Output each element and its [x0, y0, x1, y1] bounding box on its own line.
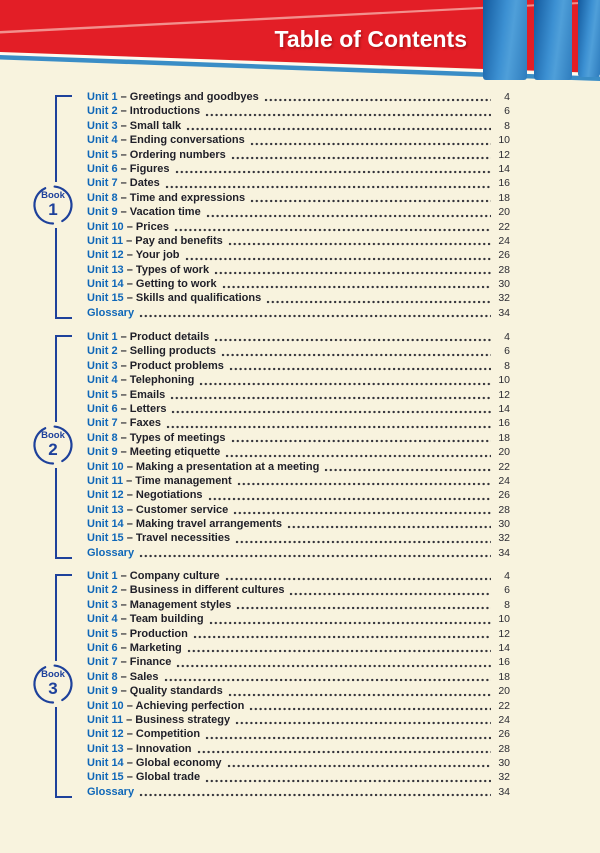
unit-label: Unit 10	[87, 460, 124, 473]
dot-leader	[225, 454, 491, 458]
unit-label: Unit 7	[87, 177, 118, 190]
unit-title: – Letters	[117, 402, 167, 415]
unit-label: Unit 11	[87, 474, 124, 487]
toc-row	[87, 374, 510, 388]
dot-leader	[165, 185, 491, 189]
badge-book-number: 3	[48, 679, 58, 698]
toc-row	[87, 584, 510, 598]
dot-leader	[197, 750, 491, 754]
page-number: 24	[498, 234, 510, 247]
toc-row	[87, 656, 510, 670]
unit-label: Unit 8	[87, 191, 118, 204]
unit-title: – Your job	[123, 249, 180, 262]
toc-row	[87, 532, 510, 546]
page-number: 6	[504, 105, 510, 118]
book-bracket-1	[41, 95, 65, 319]
unit-title: – Greetings and goodbyes	[117, 91, 259, 103]
unit-label: Unit 3	[87, 359, 118, 372]
toc-row	[87, 120, 510, 134]
dot-leader	[186, 127, 491, 131]
unit-label: Unit 9	[87, 685, 118, 698]
bracket-tick	[55, 335, 72, 337]
page-number: 12	[498, 388, 510, 401]
dot-leader	[214, 271, 491, 275]
unit-title: – Finance	[117, 656, 172, 669]
toc-row	[87, 163, 510, 177]
unit-label: Unit 14	[87, 518, 124, 531]
unit-label: Unit 9	[87, 206, 118, 219]
dot-leader	[233, 511, 491, 515]
toc-row	[87, 192, 510, 206]
badge-book-label: Book	[41, 430, 65, 441]
unit-title: – Sales	[117, 670, 159, 683]
toc-row	[87, 403, 510, 417]
unit-label: Unit 11	[87, 234, 124, 247]
page-number: 28	[498, 503, 510, 516]
toc-row	[87, 743, 510, 757]
toc-row	[87, 134, 510, 148]
dot-leader	[166, 425, 491, 429]
dot-leader	[231, 439, 491, 443]
page-number: 24	[498, 713, 510, 726]
toc-row	[87, 714, 510, 728]
dot-leader	[174, 228, 491, 232]
toc-row	[87, 628, 510, 642]
unit-title: – Marketing	[117, 641, 182, 654]
toc-row	[87, 206, 510, 220]
unit-title: – Team building	[117, 613, 204, 626]
unit-label: Unit 11	[87, 713, 124, 726]
toc-row	[87, 547, 510, 561]
bracket-tick	[55, 796, 72, 798]
dot-leader	[287, 525, 491, 529]
page-number: 8	[504, 359, 510, 372]
unit-label: Unit 2	[87, 105, 118, 118]
page-number: 22	[498, 460, 510, 473]
page-number: 16	[498, 177, 510, 190]
dot-leader	[175, 170, 491, 174]
bracket-line	[55, 335, 57, 422]
page-number: 20	[498, 446, 510, 459]
unit-title: – Making travel arrangements	[123, 518, 283, 531]
unit-title: – Ordering numbers	[117, 148, 226, 161]
page-number: 8	[504, 119, 510, 132]
unit-label: Unit 6	[87, 402, 118, 415]
toc-row	[87, 149, 510, 163]
unit-title: – Time management	[123, 474, 232, 487]
badge-book-number: 1	[48, 200, 58, 219]
dot-leader	[235, 721, 491, 725]
unit-title: – Global economy	[123, 757, 222, 770]
bracket-line	[55, 574, 57, 661]
unit-label: Unit 5	[87, 148, 118, 161]
unit-label: Unit 2	[87, 345, 118, 358]
unit-label: Unit 15	[87, 532, 124, 545]
page-number: 22	[498, 699, 510, 712]
unit-label: Unit 13	[87, 263, 124, 276]
page-number: 28	[498, 263, 510, 276]
toc-row	[87, 249, 510, 263]
page-number: 14	[498, 162, 510, 175]
unit-title: – Telephoning	[117, 374, 195, 387]
page-number: 14	[498, 402, 510, 415]
bracket-tick	[55, 95, 72, 97]
unit-label: Unit 2	[87, 584, 118, 597]
unit-title: – Innovation	[123, 742, 192, 755]
book-bracket-2	[41, 335, 65, 559]
dot-leader	[225, 577, 491, 581]
unit-label: Unit 8	[87, 670, 118, 683]
dot-leader	[236, 606, 491, 610]
unit-title: – Company culture	[117, 570, 220, 582]
page-number: 24	[498, 474, 510, 487]
unit-label: Unit 13	[87, 742, 124, 755]
unit-label: Unit 3	[87, 119, 118, 132]
dot-leader	[249, 707, 491, 711]
unit-label: Unit 12	[87, 249, 124, 262]
unit-label: Unit 14	[87, 757, 124, 770]
page-number: 14	[498, 641, 510, 654]
dot-leader	[209, 621, 491, 625]
page-number: 10	[498, 134, 510, 147]
page-number: 18	[498, 191, 510, 204]
toc-row	[87, 105, 510, 119]
unit-label: Unit 4	[87, 374, 118, 387]
unit-label: Unit 3	[87, 598, 118, 611]
unit-title: – Business in different cultures	[117, 584, 285, 597]
toc-row	[87, 489, 510, 503]
unit-title: – Emails	[117, 388, 166, 401]
dot-leader	[250, 199, 491, 203]
book-section-1	[87, 91, 510, 321]
unit-title: – Product problems	[117, 359, 224, 372]
toc-row	[87, 278, 510, 292]
dot-leader	[250, 142, 491, 146]
dot-leader	[231, 156, 491, 160]
page-number: 32	[498, 771, 510, 784]
toc-row	[87, 728, 510, 742]
toc-row	[87, 292, 510, 306]
page-number: 4	[504, 91, 510, 103]
page-number: 30	[498, 518, 510, 531]
toc-row	[87, 345, 510, 359]
glossary-label: Glossary	[87, 785, 135, 798]
toc-row	[87, 307, 510, 321]
page-number: 26	[498, 728, 510, 741]
dot-leader	[205, 113, 491, 117]
unit-title: – Global trade	[123, 771, 201, 784]
book-section-3	[87, 570, 510, 800]
book-bracket-3	[41, 574, 65, 798]
unit-label: Unit 7	[87, 656, 118, 669]
toc-row	[87, 264, 510, 278]
badge-book-label: Book	[41, 190, 65, 201]
header-blue-bar	[483, 0, 527, 80]
toc-row	[87, 570, 510, 584]
unit-label: Unit 4	[87, 134, 118, 147]
unit-title: – Achieving perfection	[123, 699, 245, 712]
page-number: 34	[498, 306, 510, 319]
unit-label: Unit 6	[87, 641, 118, 654]
book-section-2	[87, 331, 510, 561]
page-number: 30	[498, 757, 510, 770]
toc-row	[87, 475, 510, 489]
unit-title: – Product details	[117, 331, 210, 343]
toc-row	[87, 91, 510, 105]
dot-leader	[289, 592, 491, 596]
unit-title: – Types of meetings	[117, 431, 226, 444]
unit-label: Unit 13	[87, 503, 124, 516]
page-number: 32	[498, 532, 510, 545]
dot-leader	[214, 338, 491, 342]
unit-label: Unit 8	[87, 431, 118, 444]
unit-title: – Production	[117, 627, 188, 640]
page-number: 12	[498, 148, 510, 161]
page-number: 18	[498, 670, 510, 683]
bracket-line	[55, 468, 57, 557]
glossary-label: Glossary	[87, 306, 135, 319]
unit-label: Unit 4	[87, 613, 118, 626]
bracket-line	[55, 228, 57, 317]
page-number: 4	[504, 331, 510, 343]
bracket-tick	[55, 317, 72, 319]
unit-label: Unit 6	[87, 162, 118, 175]
dot-leader	[237, 482, 491, 486]
toc-row	[87, 771, 510, 785]
toc-row	[87, 432, 510, 446]
header-blue-bar	[534, 0, 572, 80]
unit-title: – Figures	[117, 162, 170, 175]
header-blue-bar	[578, 0, 600, 77]
unit-label: Unit 12	[87, 728, 124, 741]
toc-row	[87, 331, 510, 345]
page-number: 20	[498, 206, 510, 219]
page-number: 8	[504, 598, 510, 611]
unit-title: – Travel necessities	[123, 532, 231, 545]
page-number: 26	[498, 249, 510, 262]
book-badge-1	[30, 182, 76, 228]
dot-leader	[170, 396, 491, 400]
page-number: 20	[498, 685, 510, 698]
toc-row	[87, 389, 510, 403]
page-number: 34	[498, 785, 510, 798]
unit-label: Unit 9	[87, 446, 118, 459]
dot-leader	[221, 353, 491, 357]
dot-leader	[228, 242, 491, 246]
unit-label: Unit 5	[87, 627, 118, 640]
unit-label: Unit 5	[87, 388, 118, 401]
badge-book-number: 2	[48, 440, 58, 459]
unit-title: – Dates	[117, 177, 160, 190]
dot-leader	[206, 214, 491, 218]
toc-row	[87, 221, 510, 235]
page-number: 26	[498, 489, 510, 502]
dot-leader	[176, 664, 491, 668]
dot-leader	[139, 314, 491, 318]
toc-row	[87, 700, 510, 714]
toc-row	[87, 461, 510, 475]
toc-row	[87, 642, 510, 656]
page-number: 22	[498, 220, 510, 233]
dot-leader	[205, 779, 491, 783]
unit-title: – Ending conversations	[117, 134, 245, 147]
unit-title: – Vacation time	[117, 206, 201, 219]
page-title: Table of Contents	[274, 26, 467, 52]
dot-leader	[171, 410, 491, 414]
unit-label: Unit 7	[87, 417, 118, 430]
toc-row	[87, 518, 510, 532]
book-badge-3	[30, 661, 76, 707]
dot-leader	[199, 382, 491, 386]
page-number: 6	[504, 584, 510, 597]
toc-row	[87, 360, 510, 374]
book-badge-2	[30, 422, 76, 468]
dot-leader	[222, 285, 491, 289]
page-number: 6	[504, 345, 510, 358]
unit-title: – Making a presentation at a meeting	[123, 460, 320, 473]
page-number: 10	[498, 374, 510, 387]
unit-label: Unit 1	[87, 331, 118, 343]
page-number: 30	[498, 278, 510, 291]
unit-label: Unit 15	[87, 292, 124, 305]
dot-leader	[208, 497, 491, 501]
bracket-line	[55, 707, 57, 796]
unit-title: – Customer service	[123, 503, 229, 516]
unit-title: – Small talk	[117, 119, 182, 132]
page-header	[0, 0, 600, 92]
toc-row	[87, 177, 510, 191]
dot-leader	[164, 678, 491, 682]
dot-leader	[266, 300, 491, 304]
unit-title: – Time and expressions	[117, 191, 246, 204]
toc-row	[87, 685, 510, 699]
dot-leader	[228, 693, 491, 697]
page-number: 28	[498, 742, 510, 755]
dot-leader	[229, 367, 491, 371]
dot-leader	[139, 554, 491, 558]
page-number: 16	[498, 656, 510, 669]
unit-title: – Meeting etiquette	[117, 446, 221, 459]
toc-row	[87, 599, 510, 613]
dot-leader	[264, 98, 491, 102]
dot-leader	[324, 468, 491, 472]
dot-leader	[139, 793, 491, 797]
unit-title: – Prices	[123, 220, 169, 233]
unit-title: – Pay and benefits	[123, 234, 223, 247]
unit-title: – Negotiations	[123, 489, 203, 502]
bracket-line	[55, 95, 57, 182]
dot-leader	[235, 540, 491, 544]
toc-row	[87, 757, 510, 771]
unit-title: – Competition	[123, 728, 201, 741]
dot-leader	[187, 649, 491, 653]
page-number: 18	[498, 431, 510, 444]
toc-row	[87, 235, 510, 249]
dot-leader	[205, 736, 491, 740]
page-number: 32	[498, 292, 510, 305]
unit-title: – Selling products	[117, 345, 216, 358]
unit-title: – Faxes	[117, 417, 161, 430]
unit-title: – Quality standards	[117, 685, 223, 698]
unit-label: Unit 1	[87, 91, 118, 103]
bracket-tick	[55, 574, 72, 576]
toc-row	[87, 417, 510, 431]
glossary-label: Glossary	[87, 546, 135, 559]
unit-label: Unit 1	[87, 570, 118, 582]
toc-row	[87, 786, 510, 800]
unit-title: – Business strategy	[123, 713, 231, 726]
page-number: 16	[498, 417, 510, 430]
toc-row	[87, 671, 510, 685]
unit-title: – Types of work	[123, 263, 210, 276]
unit-title: – Skills and qualifications	[123, 292, 262, 305]
unit-title: – Management styles	[117, 598, 232, 611]
unit-label: Unit 14	[87, 278, 124, 291]
toc-row	[87, 504, 510, 518]
dot-leader	[185, 257, 491, 261]
unit-title: – Introductions	[117, 105, 201, 118]
unit-label: Unit 10	[87, 699, 124, 712]
bracket-tick	[55, 557, 72, 559]
unit-label: Unit 15	[87, 771, 124, 784]
unit-title: – Getting to work	[123, 278, 217, 291]
unit-label: Unit 12	[87, 489, 124, 502]
badge-book-label: Book	[41, 669, 65, 680]
dot-leader	[227, 764, 492, 768]
toc-row	[87, 613, 510, 627]
page-number: 34	[498, 546, 510, 559]
unit-label: Unit 10	[87, 220, 124, 233]
page-number: 10	[498, 613, 510, 626]
toc-row	[87, 446, 510, 460]
page-number: 12	[498, 627, 510, 640]
page-number: 4	[504, 570, 510, 582]
dot-leader	[193, 635, 491, 639]
